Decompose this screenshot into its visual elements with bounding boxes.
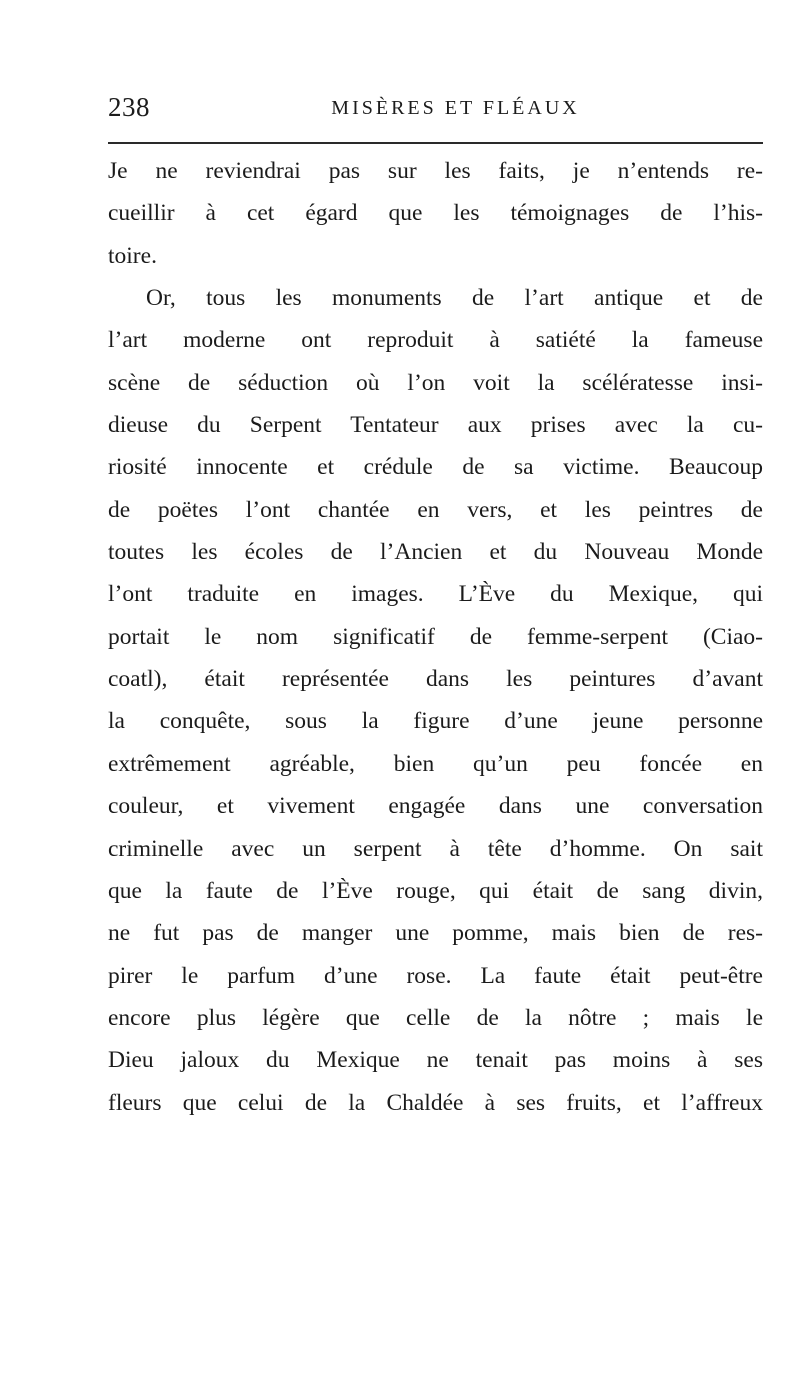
text-line: fleurs que celui de la Chaldée à ses fruits, et l’affreux	[108, 1089, 763, 1116]
text-line: scène de séduction où l’on voit la scélératesse insi-	[108, 369, 763, 396]
text-line: Dieu jaloux du Mexique ne tenait pas moins à ses	[108, 1047, 763, 1074]
text-line: couleur, et vivement engagée dans une conversation	[108, 793, 763, 820]
text-line: que la faute de l’Ève rouge, qui était de sang divin,	[108, 877, 763, 904]
text-line: cueillir à cet égard que les témoignages de l’his-	[108, 200, 763, 227]
running-title: MISÈRES ET FLÉAUX	[331, 97, 580, 119]
text-line: pirer le parfum d’une rose. La faute était peut-être	[108, 962, 763, 989]
page-number: 238	[108, 92, 150, 122]
text-line: criminelle avec un serpent à tête d’homme. On sait	[108, 835, 763, 862]
text-line: extrêmement agréable, bien qu’un peu foncée en	[108, 750, 763, 777]
text-line: encore plus légère que celle de la nôtre ; mais le	[108, 1004, 763, 1031]
text-line: de poëtes l’ont chantée en vers, et les peintres de	[108, 496, 763, 523]
text-line: dieuse du Serpent Tentateur aux prises avec la cu-	[108, 412, 763, 439]
page-header	[108, 92, 763, 132]
text-line: coatl), était représentée dans les peintures d’avant	[108, 666, 763, 693]
text-line: toutes les écoles de l’Ancien et du Nouveau Monde	[108, 539, 763, 566]
text-line: portait le nom significatif de femme-serpent (Ciao-	[108, 623, 763, 650]
header-rule	[108, 142, 763, 144]
text-line: ne fut pas de manger une pomme, mais bien de res-	[108, 920, 763, 947]
text-line: l’art moderne ont reproduit à satiété la fameuse	[108, 327, 763, 354]
text-line: l’ont traduite en images. L’Ève du Mexique, qui	[108, 581, 763, 608]
text-line: riosité innocente et crédule de sa victime. Beaucoup	[108, 454, 763, 481]
text-line: Je ne reviendrai pas sur les faits, je n’entends re-	[108, 158, 763, 184]
text-line: toire.	[108, 242, 157, 269]
text-line: la conquête, sous la figure d’une jeune personne	[108, 708, 763, 735]
text-line: Or, tous les monuments de l’art antique et de	[146, 285, 763, 312]
body-text	[108, 150, 763, 1124]
